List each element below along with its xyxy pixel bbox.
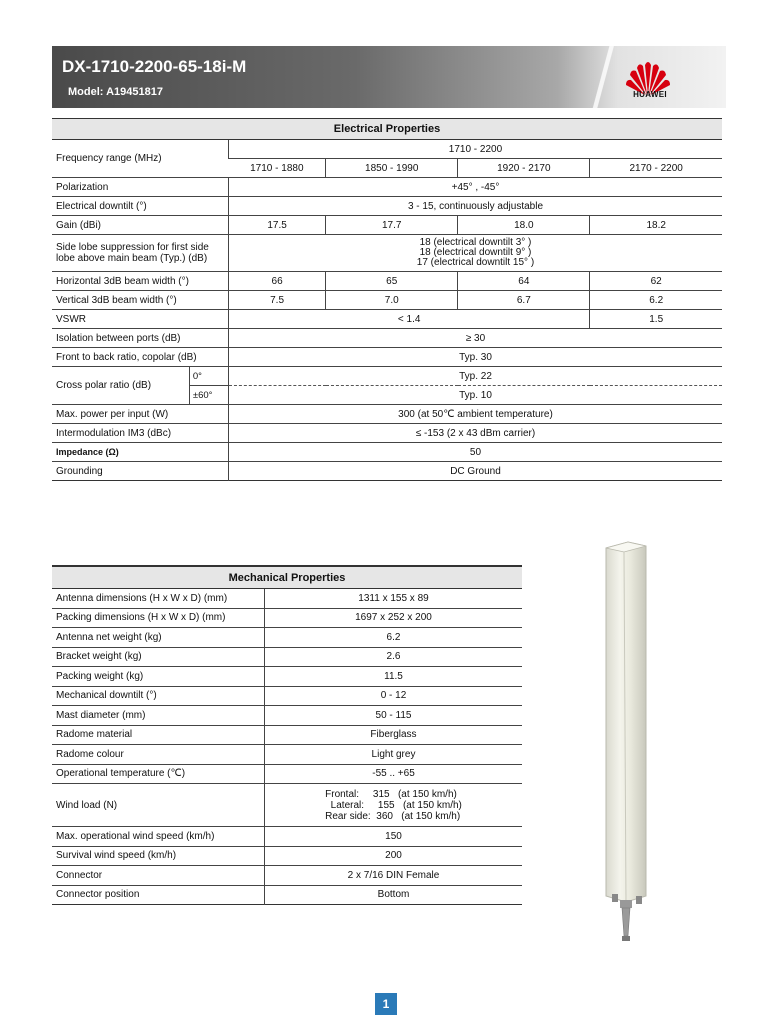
polarization-value: +45° , -45° <box>228 178 722 197</box>
mech-label: Packing dimensions (H x W x D) (mm) <box>52 608 265 628</box>
mech-value: -55 .. +65 <box>265 764 523 784</box>
vbw-value: 7.0 <box>326 291 458 310</box>
im3-value: ≤ -153 (2 x 43 dBm carrier) <box>228 424 722 443</box>
mech-label: Mechanical downtilt (°) <box>52 686 265 706</box>
xpol-label: Cross polar ratio (dB) <box>52 367 189 405</box>
band-3: 1920 - 2170 <box>458 159 590 178</box>
mech-value: 200 <box>265 846 523 866</box>
gain-value: 17.5 <box>228 216 325 235</box>
hbw-value: 62 <box>590 272 722 291</box>
gain-value: 18.2 <box>590 216 722 235</box>
electrical-properties-table <box>52 118 722 481</box>
mech-label: Operational temperature (℃) <box>52 764 265 784</box>
xpol-value-60: Typ. 10 <box>228 386 722 405</box>
grounding-label: Grounding <box>52 462 228 481</box>
sidelobe-line: 17 (electrical downtilt 15° ) <box>416 257 535 268</box>
mech-label: Connector <box>52 866 265 886</box>
mechanical-heading: Mechanical Properties <box>52 566 522 589</box>
sidelobe-label-line2: lobe above main beam (Typ.) (dB) <box>56 253 208 264</box>
mechanical-properties-table <box>52 565 522 905</box>
mech-value: 0 - 12 <box>265 686 523 706</box>
mech-value: 1697 x 252 x 200 <box>265 608 523 628</box>
frequency-total: 1710 - 2200 <box>228 140 722 159</box>
vbw-value: 7.5 <box>228 291 325 310</box>
ftb-label: Front to back ratio, copolar (dB) <box>52 348 228 367</box>
hbw-label: Horizontal 3dB beam width (°) <box>52 272 228 291</box>
gain-label: Gain (dBi) <box>52 216 228 235</box>
sidelobe-line: 18 (electrical downtilt 3° ) <box>419 237 532 248</box>
vbw-label: Vertical 3dB beam width (°) <box>52 291 228 310</box>
xpol-value-0: Typ. 22 <box>228 367 722 386</box>
mech-value: 11.5 <box>265 667 523 687</box>
hbw-value: 66 <box>228 272 325 291</box>
mech-label: Antenna dimensions (H x W x D) (mm) <box>52 589 265 609</box>
downtilt-value: 3 - 15, continuously adjustable <box>228 197 722 216</box>
mech-value: 2 x 7/16 DIN Female <box>265 866 523 886</box>
frequency-label: Frequency range (MHz) <box>52 140 228 178</box>
huawei-wordmark: HUAWEI <box>633 90 667 99</box>
sidelobe-line: 18 (electrical downtilt 9° ) <box>419 247 532 258</box>
mech-value: Bottom <box>265 885 523 905</box>
wind-load-text: Frontal: 315 (at 150 km/h) Lateral: 155 (at 150 km/h) Rear side: 360 (at 150 km/h) <box>325 788 462 822</box>
mech-value: Light grey <box>265 745 523 765</box>
mech-label: Packing weight (kg) <box>52 667 265 687</box>
ftb-value: Typ. 30 <box>228 348 722 367</box>
band-2: 1850 - 1990 <box>326 159 458 178</box>
polarization-label: Polarization <box>52 178 228 197</box>
mech-label: Bracket weight (kg) <box>52 647 265 667</box>
impedance-value: 50 <box>228 443 722 462</box>
mech-label: Mast diameter (mm) <box>52 706 265 726</box>
mech-value: 2.6 <box>265 647 523 667</box>
sidelobe-value <box>228 235 722 272</box>
power-label: Max. power per input (W) <box>52 405 228 424</box>
vswr-value: < 1.4 <box>228 310 589 329</box>
xpol-sub-60: ±60° <box>189 386 228 405</box>
xpol-sub-0: 0° <box>189 367 228 386</box>
mech-label: Max. operational wind speed (km/h) <box>52 827 265 847</box>
grounding-value: DC Ground <box>228 462 722 481</box>
sidelobe-label <box>52 235 228 272</box>
mech-value: 6.2 <box>265 628 523 648</box>
mech-value: Fiberglass <box>265 725 523 745</box>
isolation-value: ≥ 30 <box>228 329 722 348</box>
band-1: 1710 - 1880 <box>228 159 325 178</box>
band-4: 2170 - 2200 <box>590 159 722 178</box>
power-value: 300 (at 50℃ ambient temperature) <box>228 405 722 424</box>
vbw-value: 6.7 <box>458 291 590 310</box>
hbw-value: 64 <box>458 272 590 291</box>
isolation-label: Isolation between ports (dB) <box>52 329 228 348</box>
mech-label: Survival wind speed (km/h) <box>52 846 265 866</box>
antenna-image <box>600 540 660 950</box>
mech-label: Antenna net weight (kg) <box>52 628 265 648</box>
electrical-heading: Electrical Properties <box>52 119 722 140</box>
vbw-value: 6.2 <box>590 291 722 310</box>
page-number: 1 <box>375 993 397 1015</box>
wind-load-value <box>265 784 523 827</box>
mech-value: 50 - 115 <box>265 706 523 726</box>
gain-value: 18.0 <box>458 216 590 235</box>
mech-label: Radome colour <box>52 745 265 765</box>
downtilt-label: Electrical downtilt (°) <box>52 197 228 216</box>
mech-label: Connector position <box>52 885 265 905</box>
gain-value: 17.7 <box>326 216 458 235</box>
mech-value: 1311 x 155 x 89 <box>265 589 523 609</box>
im3-label: Intermodulation IM3 (dBc) <box>52 424 228 443</box>
sidelobe-label-line1: Side lobe suppression for first side <box>56 242 209 253</box>
product-title: DX-1710-2200-65-18i-M <box>62 57 247 76</box>
wind-load-label: Wind load (N) <box>52 784 265 827</box>
mech-label: Radome material <box>52 725 265 745</box>
hbw-value: 65 <box>326 272 458 291</box>
vswr-label: VSWR <box>52 310 228 329</box>
impedance-label: Impedance (Ω) <box>52 443 228 462</box>
vswr-value: 1.5 <box>590 310 722 329</box>
mech-value: 150 <box>265 827 523 847</box>
banner-decoration <box>580 46 628 108</box>
model-number: Model: A19451817 <box>68 86 163 98</box>
